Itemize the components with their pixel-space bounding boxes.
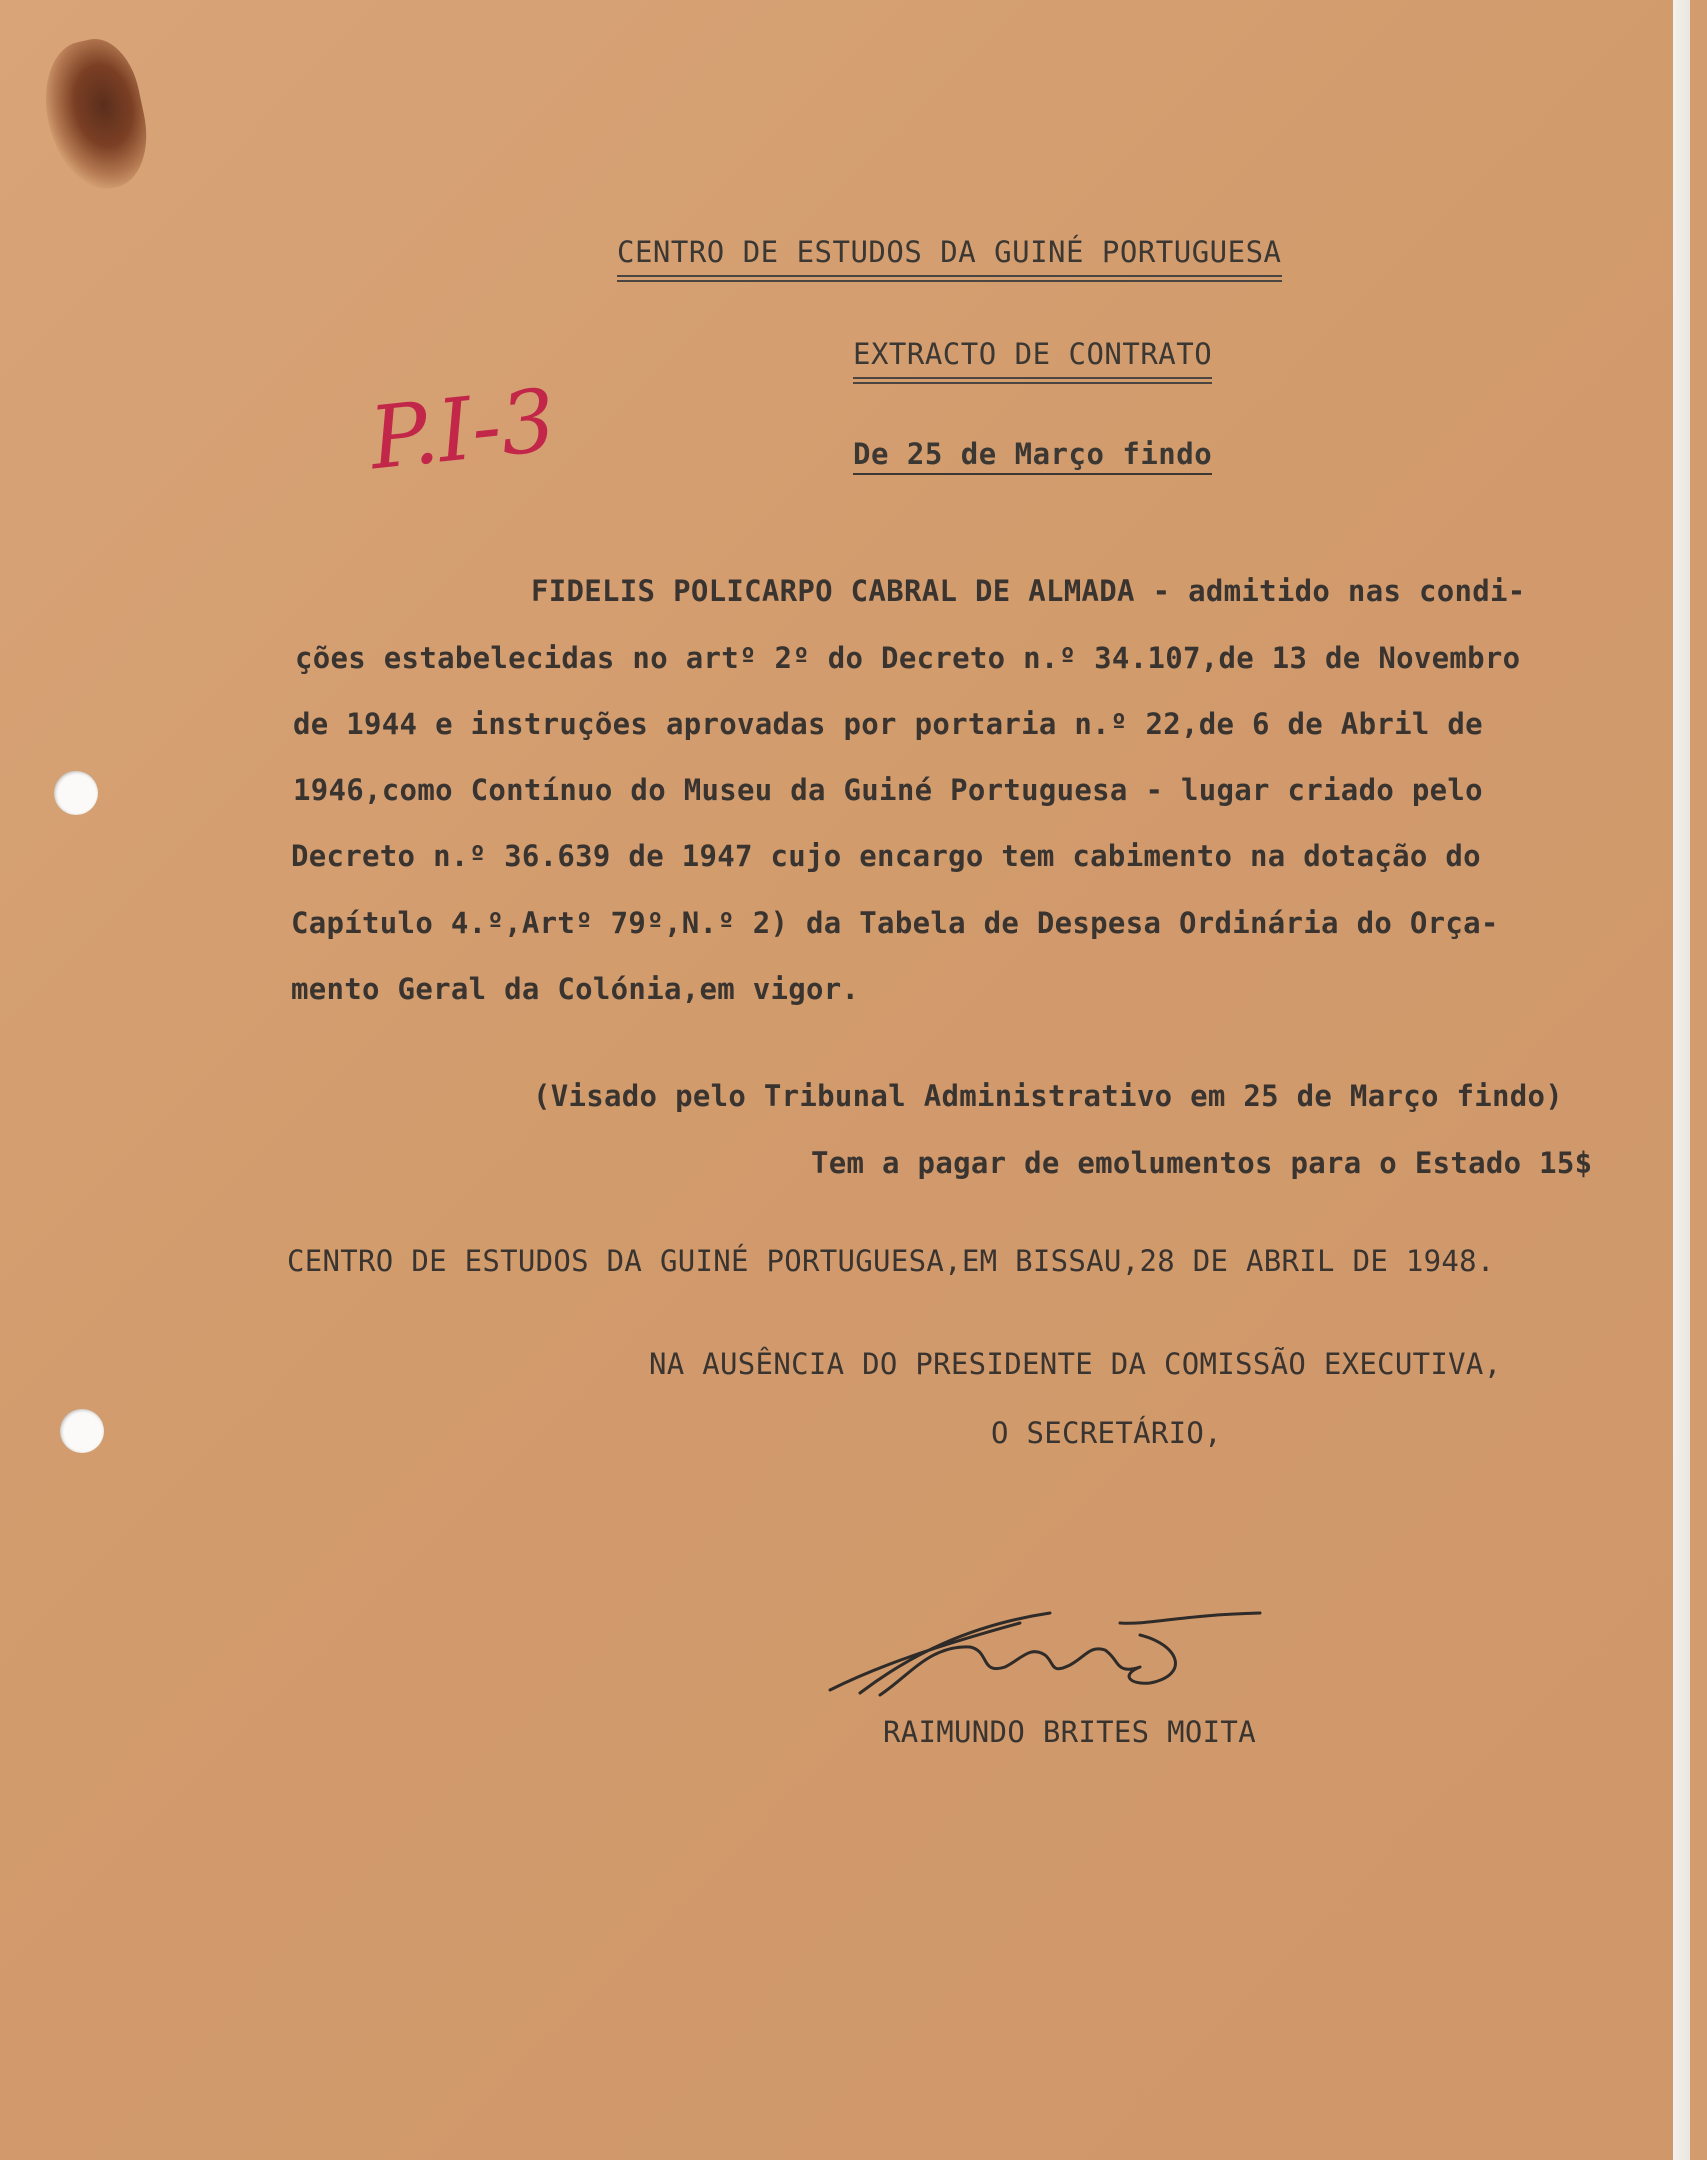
punch-hole-top [54, 771, 98, 815]
signature [820, 1605, 1270, 1705]
handwritten-reference: P.I-3 [365, 370, 561, 490]
paragraph-line: FIDELIS POLICARPO CABRAL DE ALMADA - admitido nas condi- [531, 574, 1526, 608]
absence-line: NA AUSÊNCIA DO PRESIDENTE DA COMISSÃO EXECUTIVA, [649, 1347, 1502, 1381]
paragraph-line: Capítulo 4.º,Artº 79º,N.º 2) da Tabela de Despesa Ordinária do Orça- [291, 906, 1499, 940]
place-date-line: CENTRO DE ESTUDOS DA GUINÉ PORTUGUESA,EM BISSAU,28 DE ABRIL DE 1948. [287, 1244, 1495, 1278]
visado-line: (Visado pelo Tribunal Administrativo em 25 de Março findo) [533, 1079, 1564, 1113]
paragraph-line: 1946,como Contínuo do Museu da Guiné Portuguesa - lugar criado pelo [293, 773, 1483, 807]
signatory-name: RAIMUNDO BRITES MOITA [883, 1715, 1256, 1749]
punch-hole-bottom [60, 1409, 104, 1453]
emolumentos-line: Tem a pagar de emolumentos para o Estado 15$ [811, 1146, 1593, 1180]
paragraph-line: de 1944 e instruções aprovadas por portaria n.º 22,de 6 de Abril de [293, 707, 1483, 741]
paragraph-line: ções estabelecidas no artº 2º do Decreto n.º 34.107,de 13 de Novembro [295, 641, 1521, 675]
paragraph-line: mento Geral da Colónia,em vigor. [291, 972, 860, 1006]
secretary-line: O SECRETÁRIO, [991, 1416, 1222, 1450]
document-title: EXTRACTO DE CONTRATO [853, 337, 1212, 384]
paper-edge [1673, 0, 1690, 2160]
institution-title: CENTRO DE ESTUDOS DA GUINÉ PORTUGUESA [617, 235, 1282, 282]
date-line: De 25 de Março findo [853, 437, 1212, 475]
paragraph-line: Decreto n.º 36.639 de 1947 cujo encargo tem cabimento na dotação do [291, 839, 1481, 873]
rust-stain [33, 32, 157, 198]
